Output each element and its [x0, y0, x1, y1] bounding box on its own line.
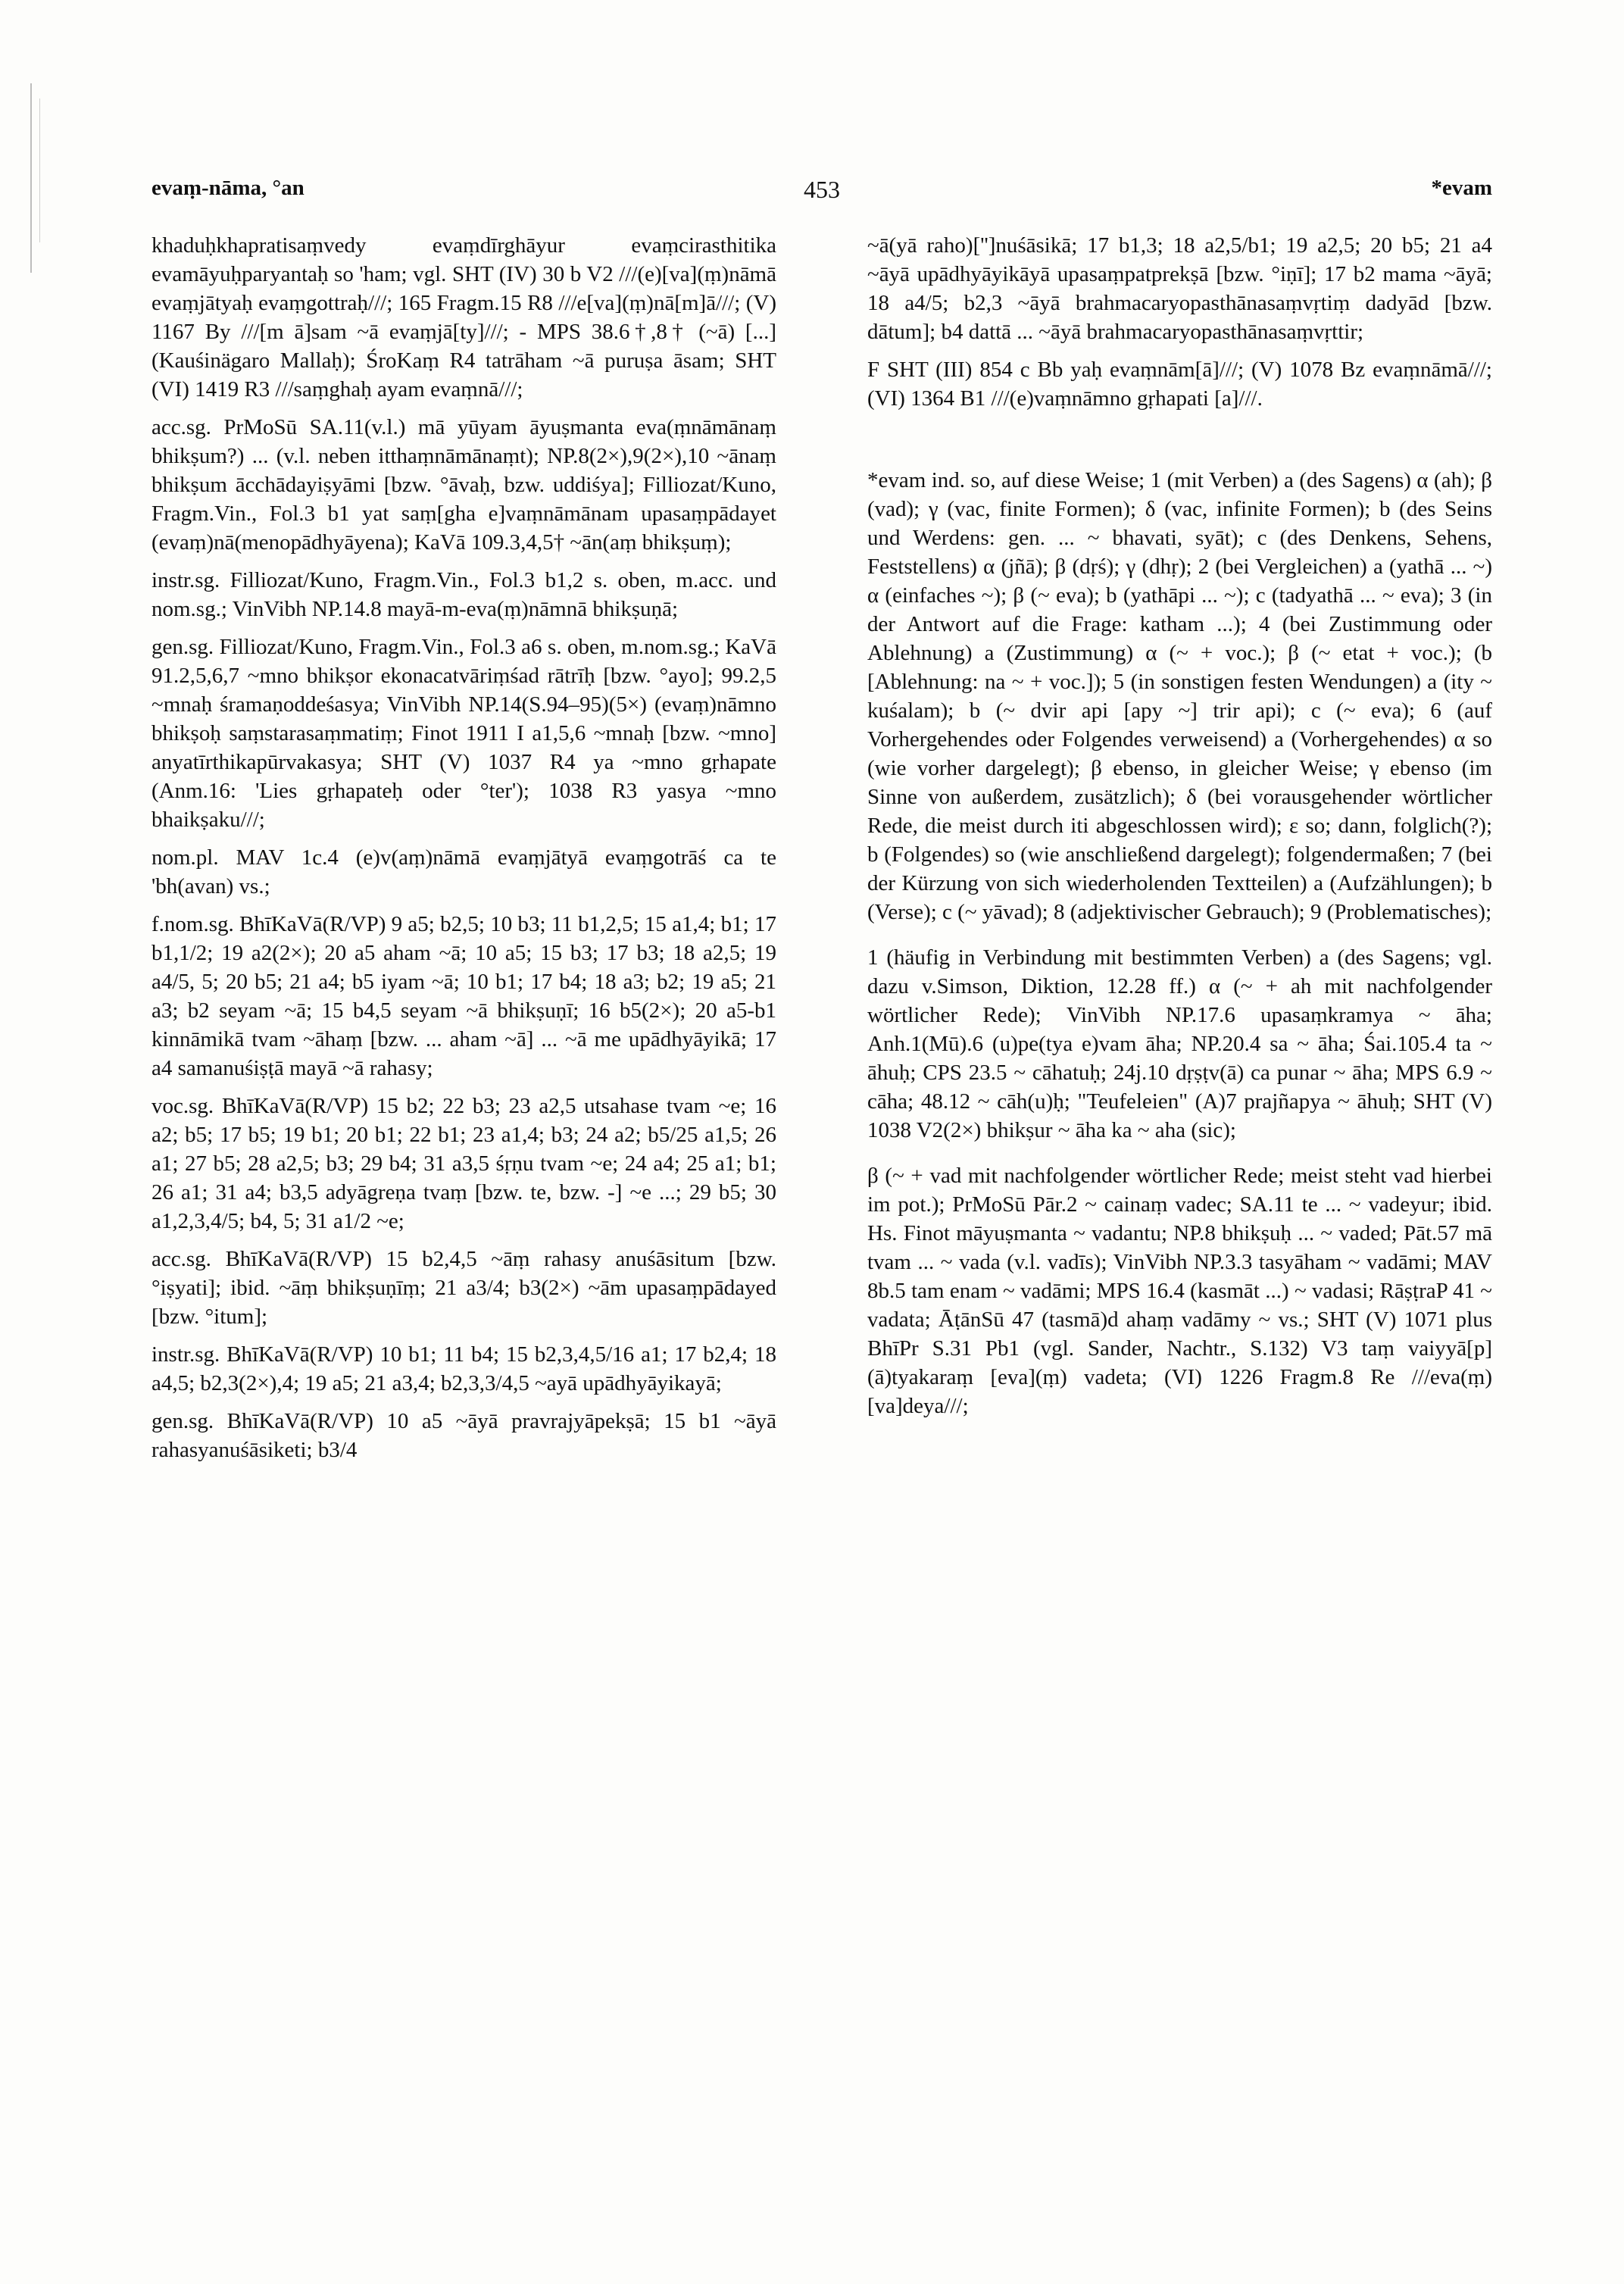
entry-paragraph: f.nom.sg. BhīKaVā(R/VP) 9 a5; b2,5; 10 b3; 11 b1,2,5; 15 a1,4; b1; 17 b1,1/2; 19 a2(2×); 20 a5 aham ~ā; 10 a5; 15 b3; 17 b3; 18 a2,5; 19 a4/5, 5; 20 b5; 21 a4; b5 iyam ~ā; 10 b1; 17 b4; 18 a3; b2; 19 a5; 21 a3; b2 seyam ~ā; 15 b4,5 seyam ~ā bhikṣuṇī; 16 b5(2×); 20 a5-b1 kinnāmikā tvam ~āhaṃ [bzw. ... aham ~ā] ... ~ā me upādhyāyikā; 17 a4 samanuśiṣṭā mayā ~ā rahasy;: [151, 912, 776, 1080]
entry-paragraph: ~ā(yā raho)['']nuśāsikā; 17 b1,3; 18 a2,5/b1; 19 a2,5; 20 b5; 21 a4 ~āyā upādhyāyikāyā upasaṃpatprekṣā [bzw. °iṇī]; 17 b2 mama ~āyā; 18 a4/5; b2,3 ~āyā brahmacaryopasthānasaṃvṛtiṃ dadyād [bzw. dātum]; b4 dattā ... ~āyā brahmacaryopasthānasaṃvṛttir;: [867, 233, 1492, 344]
running-header: [151, 176, 1492, 214]
entry-paragraph: 1 (häufig in Verbindung mit bestimmten Verben) a (des Sagens; vgl. dazu v.Simson, Diktion, 12.28 ff.) α (~ + ah mit nachfolgender wörtlicher Rede); VinVibh NP.17.6 upasaṃkramya ~ āha; Anh.1(Mū).6 (u)pe(tya e)vam āha; NP.20.4 sa ~ āha; Śai.105.4 ta ~ āhuḥ; CPS 23.5 ~ cāhatuḥ; 24j.10 dṛṣṭv(ā) ca punar ~ āha; MPS 6.9 ~ cāha; 48.12 ~ cāh(u)ḥ; "Teufeleien" (A)7 prajñapya ~ āhuḥ; SHT (V) 1038 V2(2×) bhikṣur ~ āha ka ~ aha (sic);: [867, 945, 1492, 1142]
left-column: [151, 231, 776, 2216]
entry-paragraph: acc.sg. PrMoSū SA.11(v.l.) mā yūyam āyuṣmanta eva(ṃnāmānaṃ bhikṣum?) ... (v.l. neben itthaṃnāmānaṃt); NP.8(2×),9(2×),10 ~ānaṃ bhikṣum ācchādayiṣyāmi [bzw. °āvaḥ, bzw. uddiśya]; Filliozat/Kuno, Fragm.Vin., Fol.3 b1 yat saṃ[gha e]vaṃnāmānam upasaṃpādayet (evaṃ)nā(menopādhyāyena); KaVā 109.3,4,5† ~ān(aṃ bhikṣuṃ);: [151, 415, 776, 555]
entry-paragraph: gen.sg. Filliozat/Kuno, Fragm.Vin., Fol.3 a6 s. oben, m.nom.sg.; KaVā 91.2,5,6,7 ~mno bhikṣor ekonacatvāriṃśad rātrīḥ [bzw. °ayo]; 99.2,5 ~mnaḥ śramaṇoddeśasya; VinVibh NP.14(S.94–95)(5×) (evaṃ)nāmno bhikṣoḥ saṃstarasaṃmatiṃ; Finot 1911 I a1,5,6 ~mnaḥ [bzw. ~mno] anyatīrthikapūrvakasya; SHT (V) 1037 R4 ya ~mno gṛhapate (Anm.16: 'Lies gṛhapateḥ oder °ter'); 1038 R3 yasya ~mno bhaikṣaku///;: [151, 635, 776, 832]
entry-paragraph: F SHT (III) 854 c Bb yaḥ evaṃnām[ā]///; (V) 1078 Bz evaṃnāmā///; (VI) 1364 B1 ///(e)vaṃnāmno gṛhapati [a]///.: [867, 358, 1492, 411]
scan-edge-mark: [39, 98, 43, 242]
header-left-headword: evaṃ-nāma, °an: [151, 176, 304, 200]
entry-paragraph: instr.sg. BhīKaVā(R/VP) 10 b1; 11 b4; 15 b2,3,4,5/16 a1; 17 b2,4; 18 a4,5; b2,3(2×),4; 19 a5; 21 a3,4; b2,3,3/4,5 ~ayā upādhyāyikayā;: [151, 1342, 776, 1395]
entry-paragraph: gen.sg. BhīKaVā(R/VP) 10 a5 ~āyā pravrajyāpekṣā; 15 b1 ~āyā rahasyanuśāsiketi; b3/4: [151, 1409, 776, 1462]
headword-entry-evam: *evam ind. so, auf diese Weise; 1 (mit Verben) a (des Sagens) α (ah); β (vad); γ (vac, finite Formen); δ (vac, infinite Formen); b (des Seins und Werdens: gen. ... ~ bhavati, syāt); c (des Denkens, Sehens, Feststellens) α (jñā); β (dṛś); γ (dhṛ); 2 (bei Vergleichen) a (yathā ... ~) α (einfaches ~); β (~ eva); b (yathāpi ... ~); c (tadyathā ... ~ eva); 3 (in der Antwort auf die Frage: katham ...); 4 (bei Zustimmung oder Ablehnung) a (Zustimmung) α (~ + voc.); β (~ etat + voc.); (b [Ablehnung: na ~ + voc.]); 5 (in sonstigen festen Wendungen) a (ity ~ kuśalam); b (~ dvir api [apy ~] trir api); c (~ eva); 6 (auf Vorhergehendes oder Folgendes verweisend) a (Vorhergehendes) α so (wie vorher dargelegt); β ebenso, in gleicher Weise; γ ebenso (im Sinne von außerdem, zusätzlich); δ (bei vorausgehender wörtlicher Rede, die meist durch iti abgeschlossen wird); ε so; dann, folglich(?); b (Folgendes) so (wie anschließend dargelegt); folgendermaßen; 7 (bei der Kürzung von sich wiederholenden Textteilen) a (Aufzählungen); b (Verse); c (~ yāvad); 8 (adjektivischer Gebrauch); 9 (Problematisches);: [867, 468, 1492, 924]
scan-edge-mark: [30, 83, 36, 273]
entry-paragraph: khaduḥkhapratisaṃvedy evaṃdīrghāyur evaṃcirasthitika evamāyuḥparyantaḥ so 'ham; vgl. SHT (IV) 30 b V2 ///(e)[va](ṃ)nāmā evaṃjātyaḥ evaṃgottraḥ///; 165 Fragm.15 R8 ///e[va](ṃ)nā[m]ā///; (V) 1167 By ///[m ā]sam ~ā evaṃjā[ty]///; - MPS 38.6†,8† (~ā) [...] (Kauśinägaro Mallaḥ); ŚroKaṃ R4 tatrāham ~ā puruṣa āsam; SHT (VI) 1419 R3 ///saṃghaḥ ayam evaṃnā///;: [151, 233, 776, 401]
entry-paragraph: β (~ + vad mit nachfolgender wörtlicher Rede; meist steht vad hierbei im pot.); PrMoSū Pār.2 ~ cainaṃ vadec; SA.11 te ... ~ vadeyur; ibid. Hs. Finot māyuṣmanta ~ vadantu; NP.8 bhikṣuḥ ... ~ vaded; Pāt.57 mā tvam ... ~ vada (v.l. vadīs); VinVibh NP.3.3 tasyāham ~ vadāmi; MAV 8b.5 tam enam ~ vadāmi; MPS 16.4 (kasmāt ...) ~ vadasi; RāṣṭraP 41 ~ vadata; ĀṭānSū 47 (tasmā)d ahaṃ vadāmy ~ vs.; SHT (V) 1071 plus BhīPr S.31 Pb1 (vgl. Sander, Nachtr., S.132) V3 taṃ vaiyyā[p](ā)tyakaraṃ [eva](ṃ) vadeta; (VI) 1226 Fragm.8 Re ///eva(ṃ) [va]deya///;: [867, 1164, 1492, 1418]
entry-paragraph: acc.sg. BhīKaVā(R/VP) 15 b2,4,5 ~āṃ rahasy anuśāsitum [bzw. °iṣyati]; ibid. ~āṃ bhikṣuṇīṃ; 21 a3/4; b3(2×) ~ām upasaṃpādayed [bzw. °itum];: [151, 1247, 776, 1329]
entry-paragraph: voc.sg. BhīKaVā(R/VP) 15 b2; 22 b3; 23 a2,5 utsahase tvam ~e; 16 a2; b5; 17 b5; 19 b1; 20 b1; 22 b1; 23 a1,4; b3; 24 a2; b5/25 a1,5; 26 a1; 27 b5; 28 a2,5; b3; 29 b4; 31 a3,5 śṛṇu tvam ~e; 24 a4; 25 a1; b1; 26 a1; 31 a4; b3,5 adyāgreṇa tvaṃ [bzw. te, bzw. -] ~e ...; 29 b5; 30 a1,2,3,4/5; b4, 5; 31 a1/2 ~e;: [151, 1094, 776, 1233]
page-number: 453: [804, 176, 840, 203]
entry-paragraph: nom.pl. MAV 1c.4 (e)v(aṃ)nāmā evaṃjātyā evaṃgotrāś ca te 'bh(avan) vs.;: [151, 845, 776, 898]
header-right-headword: *evam: [1431, 176, 1492, 200]
entry-paragraph: instr.sg. Filliozat/Kuno, Fragm.Vin., Fol.3 b1,2 s. oben, m.acc. und nom.sg.; VinVibh NP.14.8 mayā-m-eva(ṃ)nāmnā bhikṣuṇā;: [151, 568, 776, 621]
right-column: [867, 231, 1492, 2216]
